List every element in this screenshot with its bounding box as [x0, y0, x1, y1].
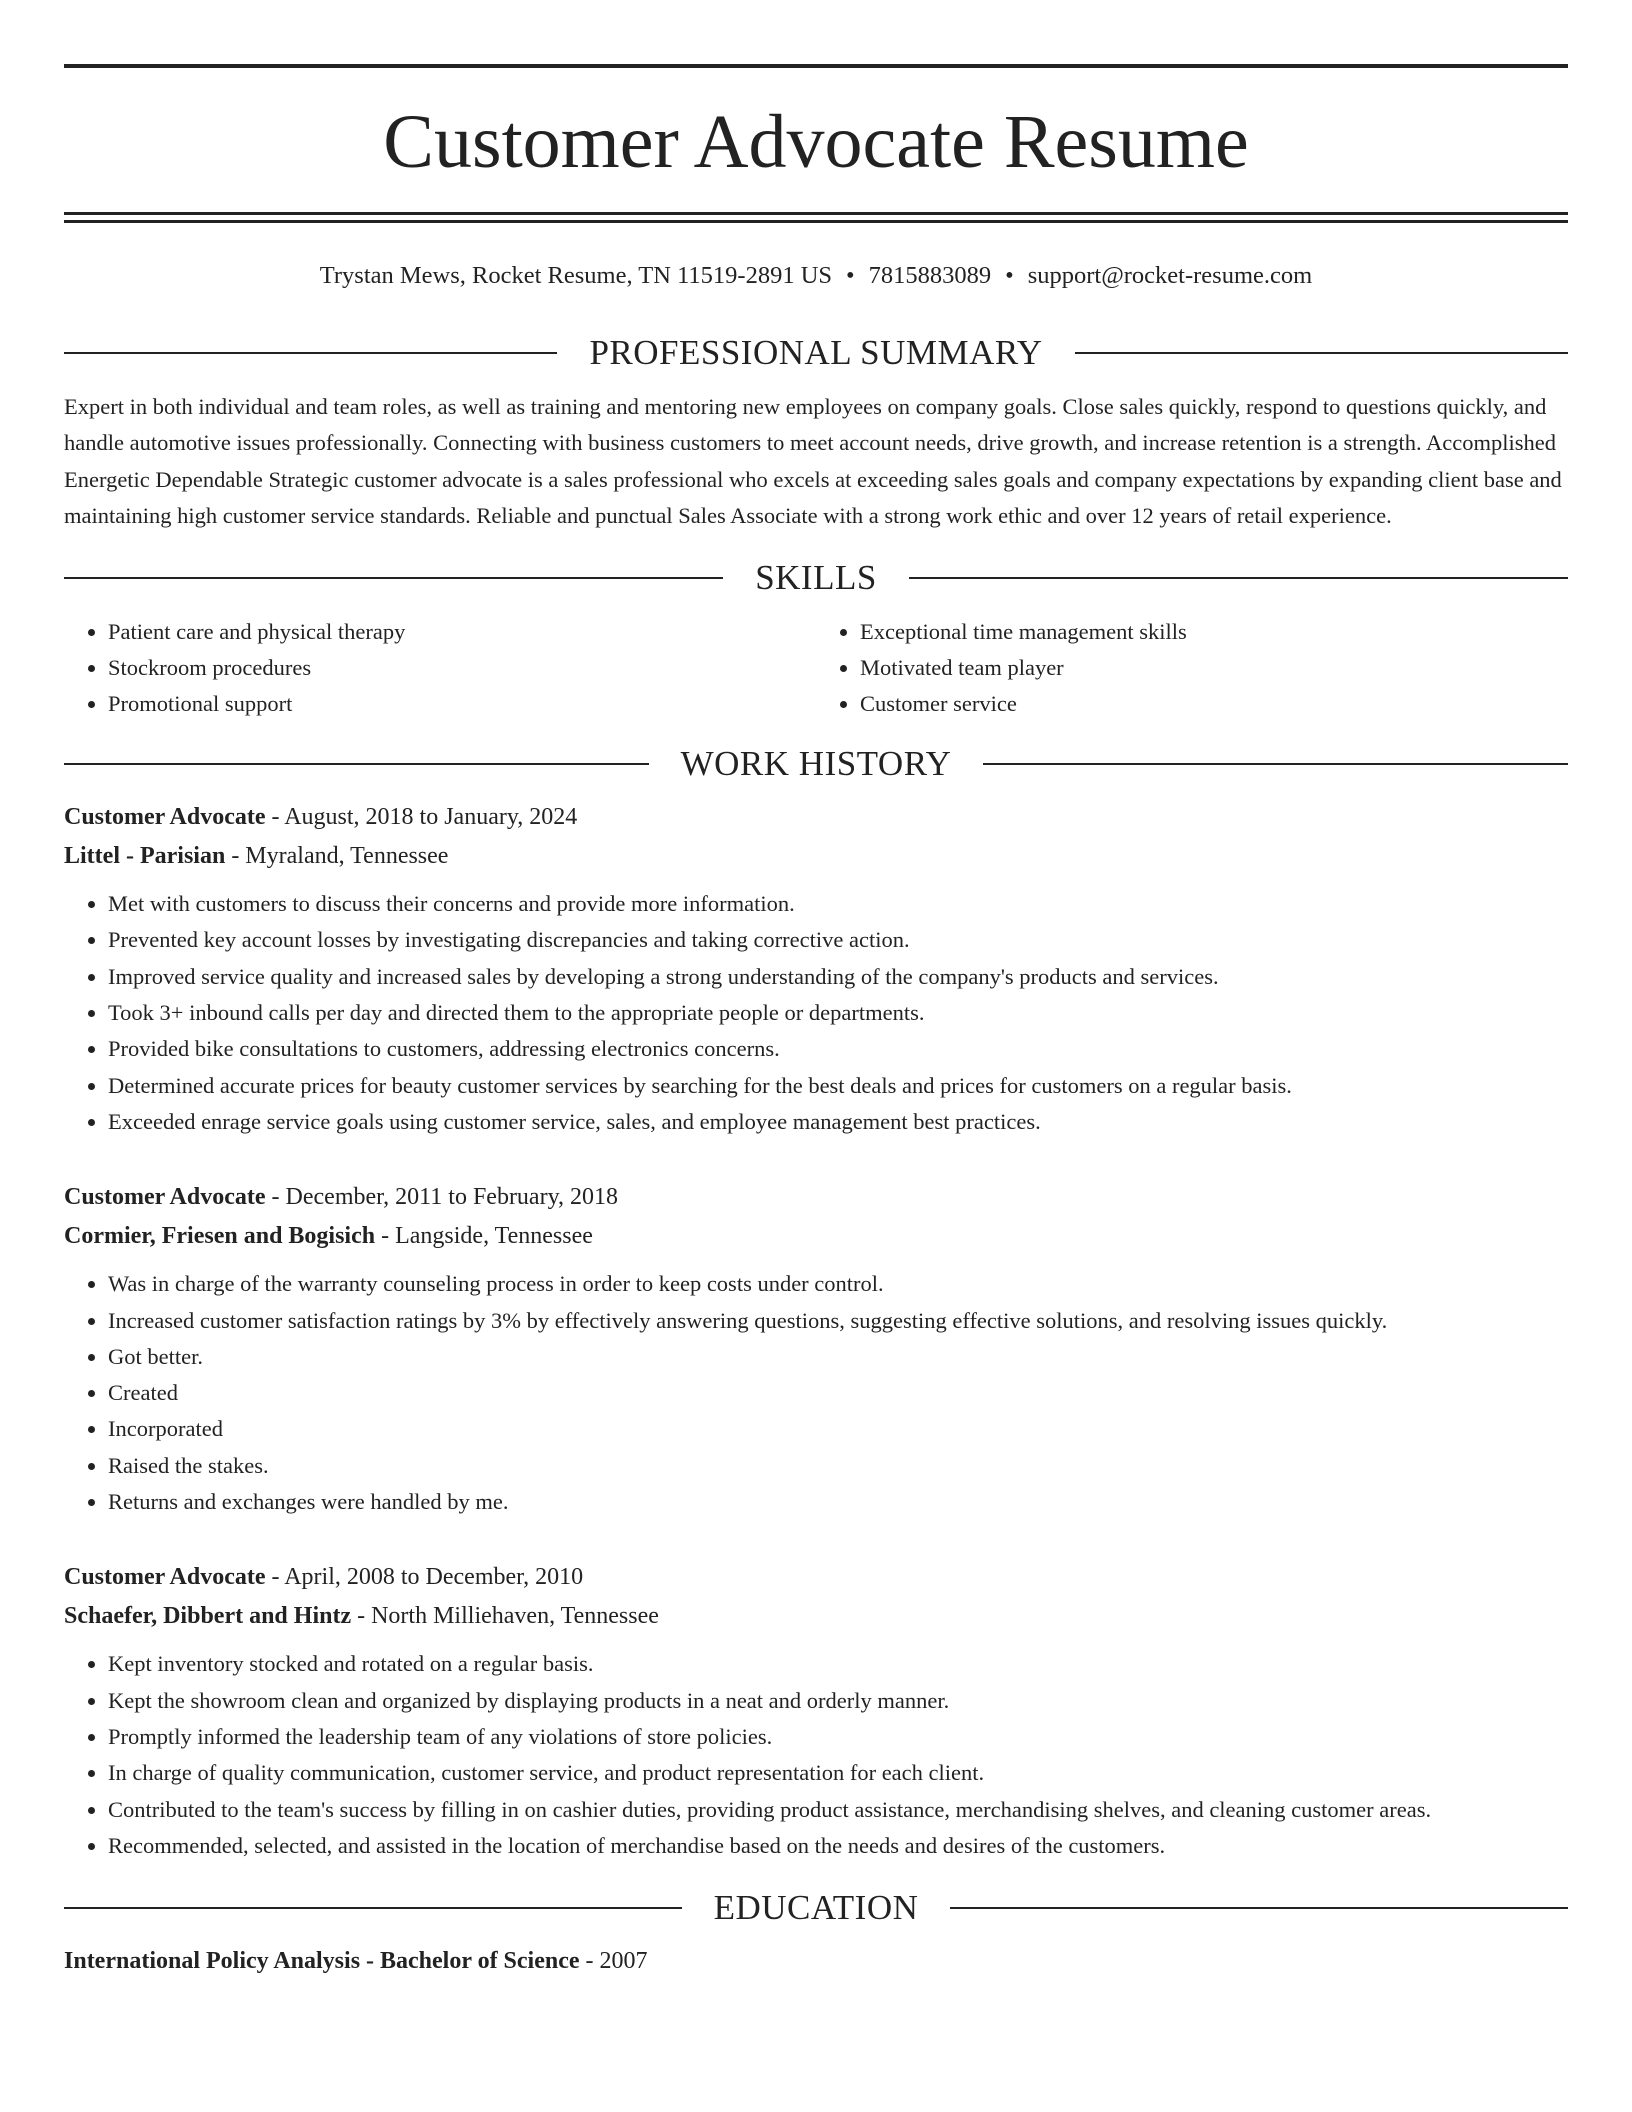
- contact-phone: 7815883089: [868, 262, 992, 289]
- job-bullet: • Promptly informed the leadership team of any violations of store policies.: [108, 1719, 1568, 1755]
- section-rule: [64, 577, 723, 579]
- contact-address: Trystan Mews, Rocket Resume, TN 11519-2891 US: [319, 262, 833, 289]
- job-location: - Langside, Tennessee: [375, 1223, 593, 1250]
- job-dates: - December, 2011 to February, 2018: [265, 1184, 619, 1211]
- contact-line: [64, 259, 1568, 293]
- job-bullet: • Contributed to the team's success by filling in on cashier duties, providing product assistance, merchandising shelves, and cleaning customer areas.: [108, 1792, 1568, 1828]
- job-company: Schaefer, Dibbert and Hintz: [64, 1603, 352, 1630]
- contact-separator: •: [846, 262, 855, 289]
- job-bullet: • Raised the stakes.: [108, 1448, 1568, 1484]
- job-bullets: [64, 1266, 1568, 1520]
- work-history-heading: WORK HISTORY: [680, 744, 952, 784]
- job-bullet: • Returns and exchanges were handled by me.: [108, 1484, 1568, 1520]
- job-location: - Myraland, Tennessee: [225, 843, 449, 870]
- professional-summary: Expert in both individual and team roles, as well as training and mentoring new employees on company goals. Close sales quickly, respond to questions quickly, and handle automotive issues professionally. Connecting with business customers to meet account needs, drive growth, and increase retention is a strength. Accomplished Energetic Dependable Strategic customer advocate is a sales professional who excels at exceeding sales goals and company expectations by expanding client base and maintaining high customer service standards. Reliable and punctual Sales Associate with a strong work ethic and over 12 years of retail experience.: [64, 394, 1562, 528]
- skills-heading: SKILLS: [755, 558, 877, 598]
- summary-section-header: [64, 331, 1568, 375]
- skills-column-left: [64, 614, 816, 722]
- job-title: Customer Advocate: [64, 1564, 266, 1591]
- education-entry: [64, 1942, 1568, 1981]
- job-bullet: • Took 3+ inbound calls per day and directed them to the appropriate people or departments.: [108, 995, 1568, 1031]
- section-rule: [64, 763, 649, 765]
- job-dates: - August, 2018 to January, 2024: [265, 804, 578, 831]
- section-rule: [950, 1907, 1568, 1909]
- skill-item: • Exceptional time management skills: [860, 614, 1568, 650]
- job-company-line: [64, 1597, 1568, 1636]
- job-bullet: • Provided bike consultations to customers, addressing electronics concerns.: [108, 1031, 1568, 1067]
- title-double-rule: [64, 212, 1568, 223]
- job-bullet: • Exceeded enrage service goals using customer service, sales, and employee management best practices.: [108, 1104, 1568, 1140]
- job-entry: [64, 1178, 1568, 1520]
- skill-item: • Promotional support: [108, 686, 816, 722]
- contact-separator: •: [1005, 262, 1014, 289]
- job-bullet: • In charge of quality communication, customer service, and product representation for each client.: [108, 1755, 1568, 1791]
- job-company: Littel - Parisian: [64, 843, 226, 870]
- job-company-line: [64, 837, 1568, 876]
- job-company-line: [64, 1217, 1568, 1256]
- education-section-header: [64, 1886, 1568, 1930]
- job-title: Customer Advocate: [64, 804, 266, 831]
- job-title-line: [64, 1558, 1568, 1597]
- skills-list: [64, 614, 1568, 722]
- section-rule: [983, 763, 1568, 765]
- section-rule: [64, 352, 557, 354]
- education-year: - 2007: [579, 1948, 648, 1975]
- education-heading: EDUCATION: [713, 1888, 919, 1928]
- resume-title: Customer Advocate Resume: [383, 100, 1249, 184]
- job-bullets: [64, 1646, 1568, 1864]
- skill-item: • Customer service: [860, 686, 1568, 722]
- skill-item: • Stockroom procedures: [108, 650, 816, 686]
- job-bullet: • Was in charge of the warranty counseling process in order to keep costs under control.: [108, 1266, 1568, 1302]
- job-bullet: • Kept the showroom clean and organized by displaying products in a neat and orderly manner.: [108, 1683, 1568, 1719]
- job-bullet: • Prevented key account losses by investigating discrepancies and taking corrective action.: [108, 922, 1568, 958]
- work-history-section-header: [64, 742, 1568, 786]
- job-bullet: • Determined accurate prices for beauty customer services by searching for the best deals and prices for customers on a regular basis.: [108, 1068, 1568, 1104]
- job-bullet: • Improved service quality and increased sales by developing a strong understanding of the company's products and services.: [108, 959, 1568, 995]
- job-bullets: [64, 886, 1568, 1140]
- summary-heading: PROFESSIONAL SUMMARY: [589, 333, 1043, 372]
- top-rule: [64, 64, 1568, 68]
- skill-item: • Patient care and physical therapy: [108, 614, 816, 650]
- skill-item: • Motivated team player: [860, 650, 1568, 686]
- section-rule: [64, 1907, 682, 1909]
- job-location: - North Milliehaven, Tennessee: [351, 1603, 659, 1630]
- job-title-line: [64, 1178, 1568, 1217]
- skills-column-right: [816, 614, 1568, 722]
- section-rule: [1075, 352, 1568, 354]
- job-company: Cormier, Friesen and Bogisich: [64, 1223, 376, 1250]
- section-rule: [909, 577, 1568, 579]
- education-degree: International Policy Analysis - Bachelor of Science: [64, 1948, 580, 1975]
- job-title: Customer Advocate: [64, 1184, 266, 1211]
- job-bullet: • Got better.: [108, 1339, 1568, 1375]
- skills-section-header: [64, 556, 1568, 600]
- job-bullet: • Met with customers to discuss their concerns and provide more information.: [108, 886, 1568, 922]
- job-bullet: • Created: [108, 1375, 1568, 1411]
- job-entry: [64, 1558, 1568, 1864]
- contact-email: support@rocket-resume.com: [1027, 262, 1313, 289]
- job-bullet: • Increased customer satisfaction ratings by 3% by effectively answering questions, suggesting effective solutions, and resolving issues quickly.: [108, 1303, 1568, 1339]
- job-title-line: [64, 798, 1568, 837]
- job-entry: [64, 798, 1568, 1140]
- job-bullet: • Incorporated: [108, 1411, 1568, 1447]
- job-dates: - April, 2008 to December, 2010: [265, 1564, 584, 1591]
- job-bullet: • Recommended, selected, and assisted in the location of merchandise based on the needs and desires of the customers.: [108, 1828, 1568, 1864]
- job-bullet: • Kept inventory stocked and rotated on a regular basis.: [108, 1646, 1568, 1682]
